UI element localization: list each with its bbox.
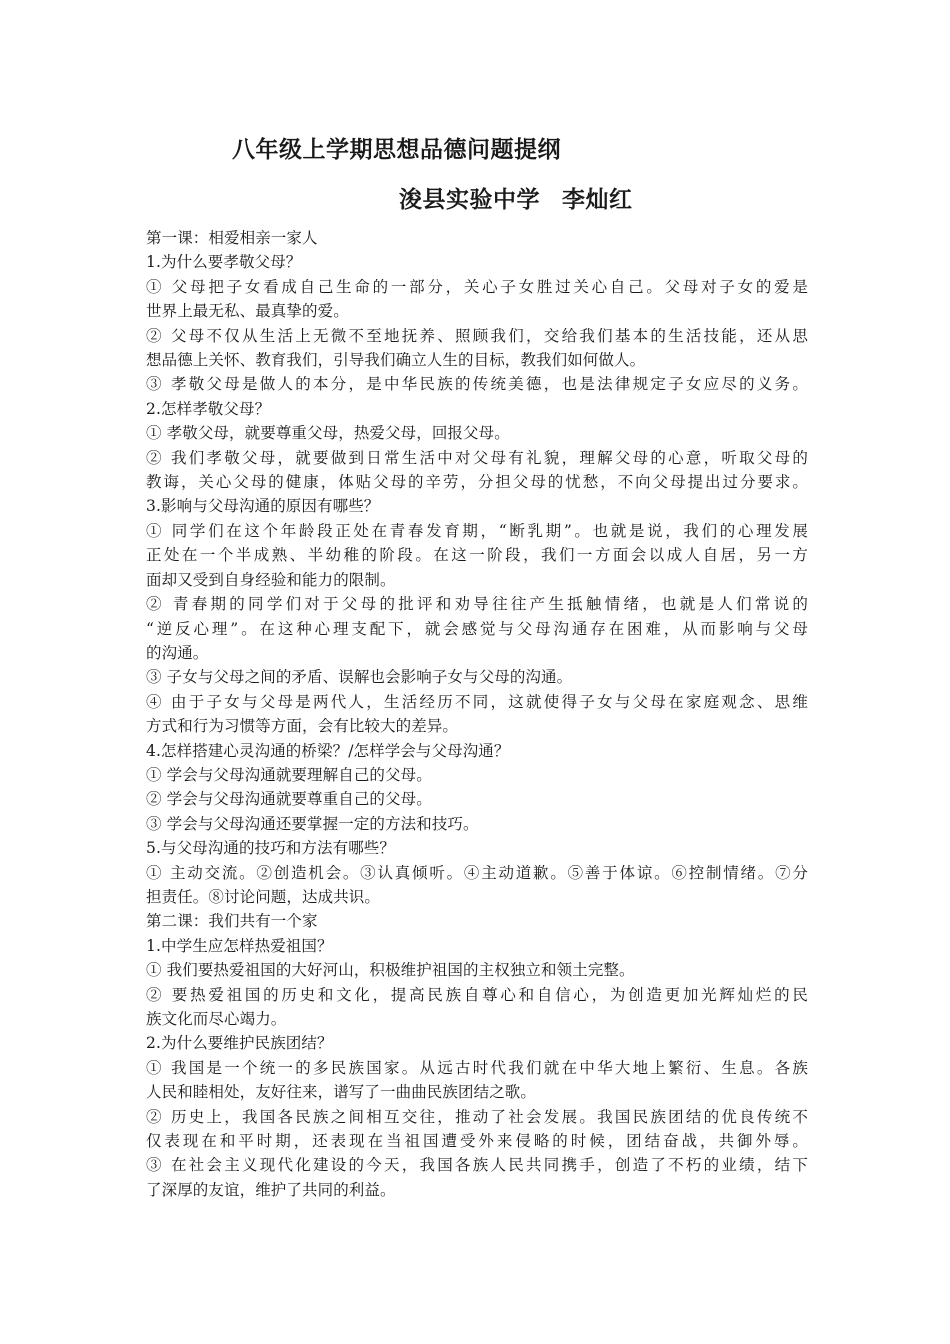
text-line: 5.与父母沟通的技巧和方法有哪些？ — [146, 839, 395, 858]
text-line: ③ 在社会主义现代化建设的今天，我国各族人民共同携手，创造了不朽的业绩，结下 — [146, 1156, 808, 1175]
school-name: 浚县实验中学 — [399, 187, 540, 213]
text-line: 第一课：相爱相亲一家人 — [146, 229, 318, 247]
text-line: 想品德上关怀、教育我们，引导我们确立人生的目标，教我们如何做人。 — [146, 351, 646, 370]
text-line: ② 要热爱祖国的历史和文化，提高民族自尊心和自信心，为创造更加光辉灿烂的民 — [146, 985, 808, 1004]
text-line: ③ 学会与父母沟通还要掌握一定的方法和技巧。 — [146, 814, 479, 833]
text-line: ③ 子女与父母之间的矛盾、误解也会影响子女与父母的沟通。 — [146, 668, 573, 687]
text-line: ① 同学们在这个年龄段正处在青春发育期，“断乳期”。也就是说，我们的心理发展 — [146, 521, 808, 540]
text-line: 人民和睦相处，友好往来，谱写了一曲曲民族团结之歌。 — [146, 1083, 537, 1102]
document-body — [146, 226, 808, 1202]
text-line: 族文化而尽心竭力。 — [146, 1010, 287, 1028]
text-line: 担责任。⑧讨论问题，达成共识。 — [146, 887, 381, 906]
text-line: 方式和行为习惯等方面，会有比较大的差异。 — [146, 717, 459, 736]
text-line: 1.中学生应怎样热爱祖国？ — [146, 936, 333, 955]
text-line: 第二课：我们共有一个家 — [146, 912, 318, 931]
text-line: ① 我国是一个统一的多民族国家。从远古时代我们就在中华大地上繁衍、生息。各族 — [146, 1058, 808, 1077]
text-line: ① 父母把子女看成自己生命的一部分，关心子女胜过关心自己。父母对子女的爱是 — [146, 277, 808, 296]
text-line: ① 我们要热爱祖国的大好河山，积极维护祖国的主权独立和领土完整。 — [146, 961, 635, 980]
text-line: ② 学会与父母沟通就要尊重自己的父母。 — [146, 790, 432, 809]
text-line: ② 我们孝敬父母，就要做到日常生活中对父母有礼貌，理解父母的心意，听取父母的 — [146, 448, 808, 467]
text-line: 了深厚的友谊，维护了共同的利益。 — [146, 1180, 396, 1199]
text-line: 1.为什么要孝敬父母？ — [146, 253, 302, 272]
document-subtitle — [399, 184, 633, 216]
text-line: ① 学会与父母沟通就要理解自己的父母。 — [146, 765, 432, 784]
text-line: ① 主动交流。②创造机会。③认真倾听。④主动道歉。⑤善于体谅。⑥控制情绪。⑦分 — [146, 863, 808, 882]
text-line: 教诲，关心父母的健康，体贴父母的辛劳，分担父母的忧愁，不向父母提出过分要求。 — [146, 473, 808, 492]
text-line: 正处在一个半成熟、半幼稚的阶段。在这一阶段，我们一方面会以成人自居，另一方 — [146, 546, 808, 565]
text-line: ① 孝敬父母，就要尊重父母，热爱父母，回报父母。 — [146, 424, 510, 443]
text-line: ② 历史上，我国各民族之间相互交往，推动了社会发展。我国民族团结的优良传统不 — [146, 1107, 808, 1126]
text-line: ② 青春期的同学们对于父母的批评和劝导往往产生抵触情绪，也就是人们常说的 — [146, 595, 808, 614]
text-line: 世界上最无私、最真挚的爱。 — [146, 302, 349, 321]
document-title: 八年级上学期思想品德问题提纲 — [232, 137, 561, 163]
text-line: ③ 孝敬父母是做人的本分，是中华民族的传统美德，也是法律规定子女应尽的义务。 — [146, 375, 808, 394]
text-line: 仅表现在和平时期，还表现在当祖国遭受外来侵略的时候，团结奋战，共御外辱。 — [146, 1132, 808, 1151]
author-name: 李灿红 — [562, 187, 633, 213]
text-line: 2.为什么要维护民族团结？ — [146, 1034, 333, 1053]
text-line: ④ 由于子女与父母是两代人，生活经历不同，这就使得子女与父母在家庭观念、思维 — [146, 692, 808, 711]
text-line: 3.影响与父母沟通的原因有哪些？ — [146, 497, 380, 516]
text-line: 的沟通。 — [146, 643, 209, 662]
text-line: 面却又受到自身经验和能力的限制。 — [146, 570, 396, 589]
text-line: 4.怎样搭建心灵沟通的桥梁？/怎样学会与父母沟通？ — [146, 741, 510, 760]
text-line: 2.怎样孝敬父母？ — [146, 399, 271, 418]
text-line: ② 父母不仅从生活上无微不至地抚养、照顾我们，交给我们基本的生活技能，还从思 — [146, 326, 808, 345]
text-line: “逆反心理”。在这种心理支配下，就会感觉与父母沟通存在困难，从而影响与父母 — [146, 619, 808, 638]
